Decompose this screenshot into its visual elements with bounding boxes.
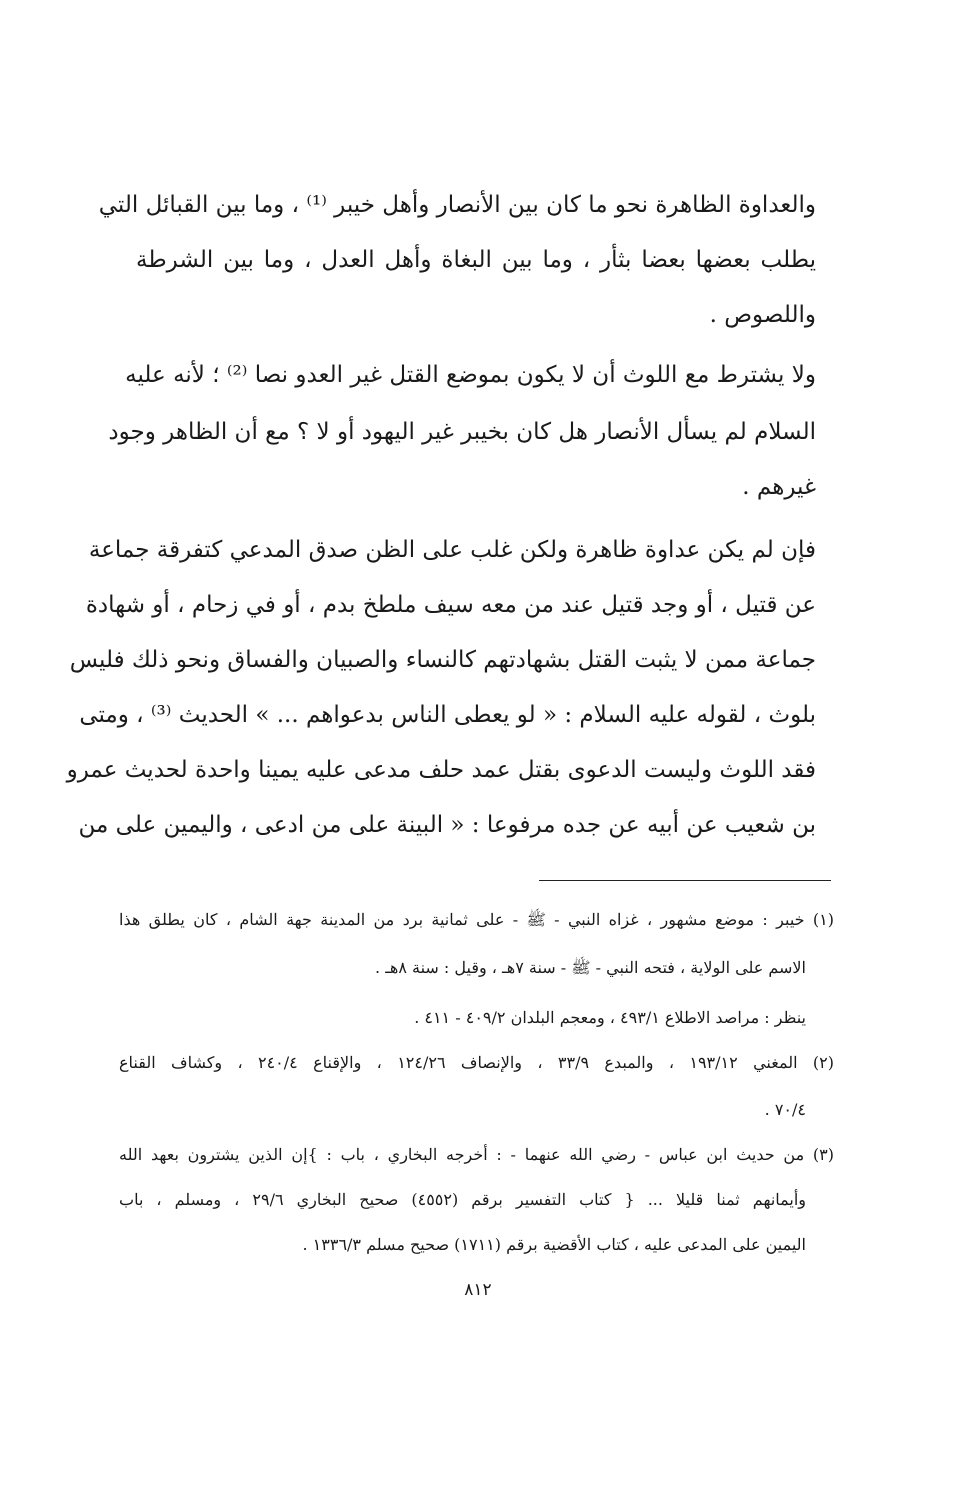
body-line: فقد اللوث وليست الدعوى بقتل عمد حلف مدعى عليه يمينا واحدة لحديث عمرو (66, 757, 816, 783)
body-line: بن شعيب عن أبيه عن جده مرفوعا : « البينة على من ادعى ، واليمين على من (78, 812, 816, 838)
page-number: ٨١٢ (464, 1280, 492, 1300)
footnote-line: (١) خيبر : موضع مشهور ، غزاه النبي - ﷺ - على ثمانية برد من المدينة جهة الشام ، كان يطلق هذا (119, 910, 834, 929)
body-line: عن قتيل ، أو وجد قتيل عند من معه سيف ملطخ بدم ، أو في زحام ، أو شهادة (85, 592, 816, 618)
footnote-line: وأيمانهم ثمنا قليلا ... { كتاب التفسير برقم (٤٥٥٢) صحيح البخاري ٢٩/٦ ، ومسلم ، باب (119, 1190, 807, 1209)
footnote-line: ٧٠/٤ . (764, 1100, 806, 1119)
footnote-line: (٢) المغني ١٩٣/١٢ ، والمبدع ٣٣/٩ ، والإنصاف ١٢٤/٢٦ ، والإقناع ٢٤٠/٤ ، وكشاف القناع (119, 1053, 834, 1072)
footnote-separator (539, 880, 831, 881)
body-line: بلوث ، لقوله عليه السلام : « لو يعطى الناس بدعواهم ... » الحديث ⁽³⁾ ، ومتى (79, 702, 816, 728)
footnote-line: ينظر : مراصد الاطلاع ٤٩٣/١ ، ومعجم البلدان ٤٠٩/٢ - ٤١١ . (414, 1008, 806, 1027)
body-line: واللصوص . (709, 302, 816, 328)
footnote-line: اليمين على المدعى عليه ، كتاب الأقضية برقم (١٧١١) صحيح مسلم ١٣٣٦/٣ . (302, 1235, 806, 1254)
body-line: يطلب بعضها بعضا بثأر ، وما بين البغاة وأهل العدل ، وما بين الشرطة (136, 247, 816, 273)
footnote-line: (٣) من حديث ابن عباس - رضي الله عنهما - : أخرجه البخاري ، باب : }إن الذين يشترون بعهد الله (119, 1145, 834, 1164)
footnote-line: الاسم على الولاية ، فتحه النبي - ﷺ - سنة ٧هـ ، وقيل : سنة ٨هـ . (375, 958, 806, 977)
body-line: جماعة ممن لا يثبت القتل بشهادتهم كالنساء والصبيان والفساق ونحو ذلك فليس (69, 647, 816, 673)
body-line: السلام لم يسأل الأنصار هل كان بخيبر غير اليهود أو لا ؟ مع أن الظاهر وجود (108, 419, 816, 445)
body-line: والعداوة الظاهرة نحو ما كان بين الأنصار وأهل خيبر ⁽¹⁾ ، وما بين القبائل التي (98, 192, 816, 218)
body-line: غيرهم . (742, 474, 816, 500)
body-line: ولا يشترط مع اللوث أن لا يكون بموضع القتل غير العدو نصا ⁽²⁾ ؛ لأنه عليه (125, 362, 816, 388)
body-line: فإن لم يكن عداوة ظاهرة ولكن غلب على الظن صدق المدعي كتفرقة جماعة (88, 537, 816, 563)
